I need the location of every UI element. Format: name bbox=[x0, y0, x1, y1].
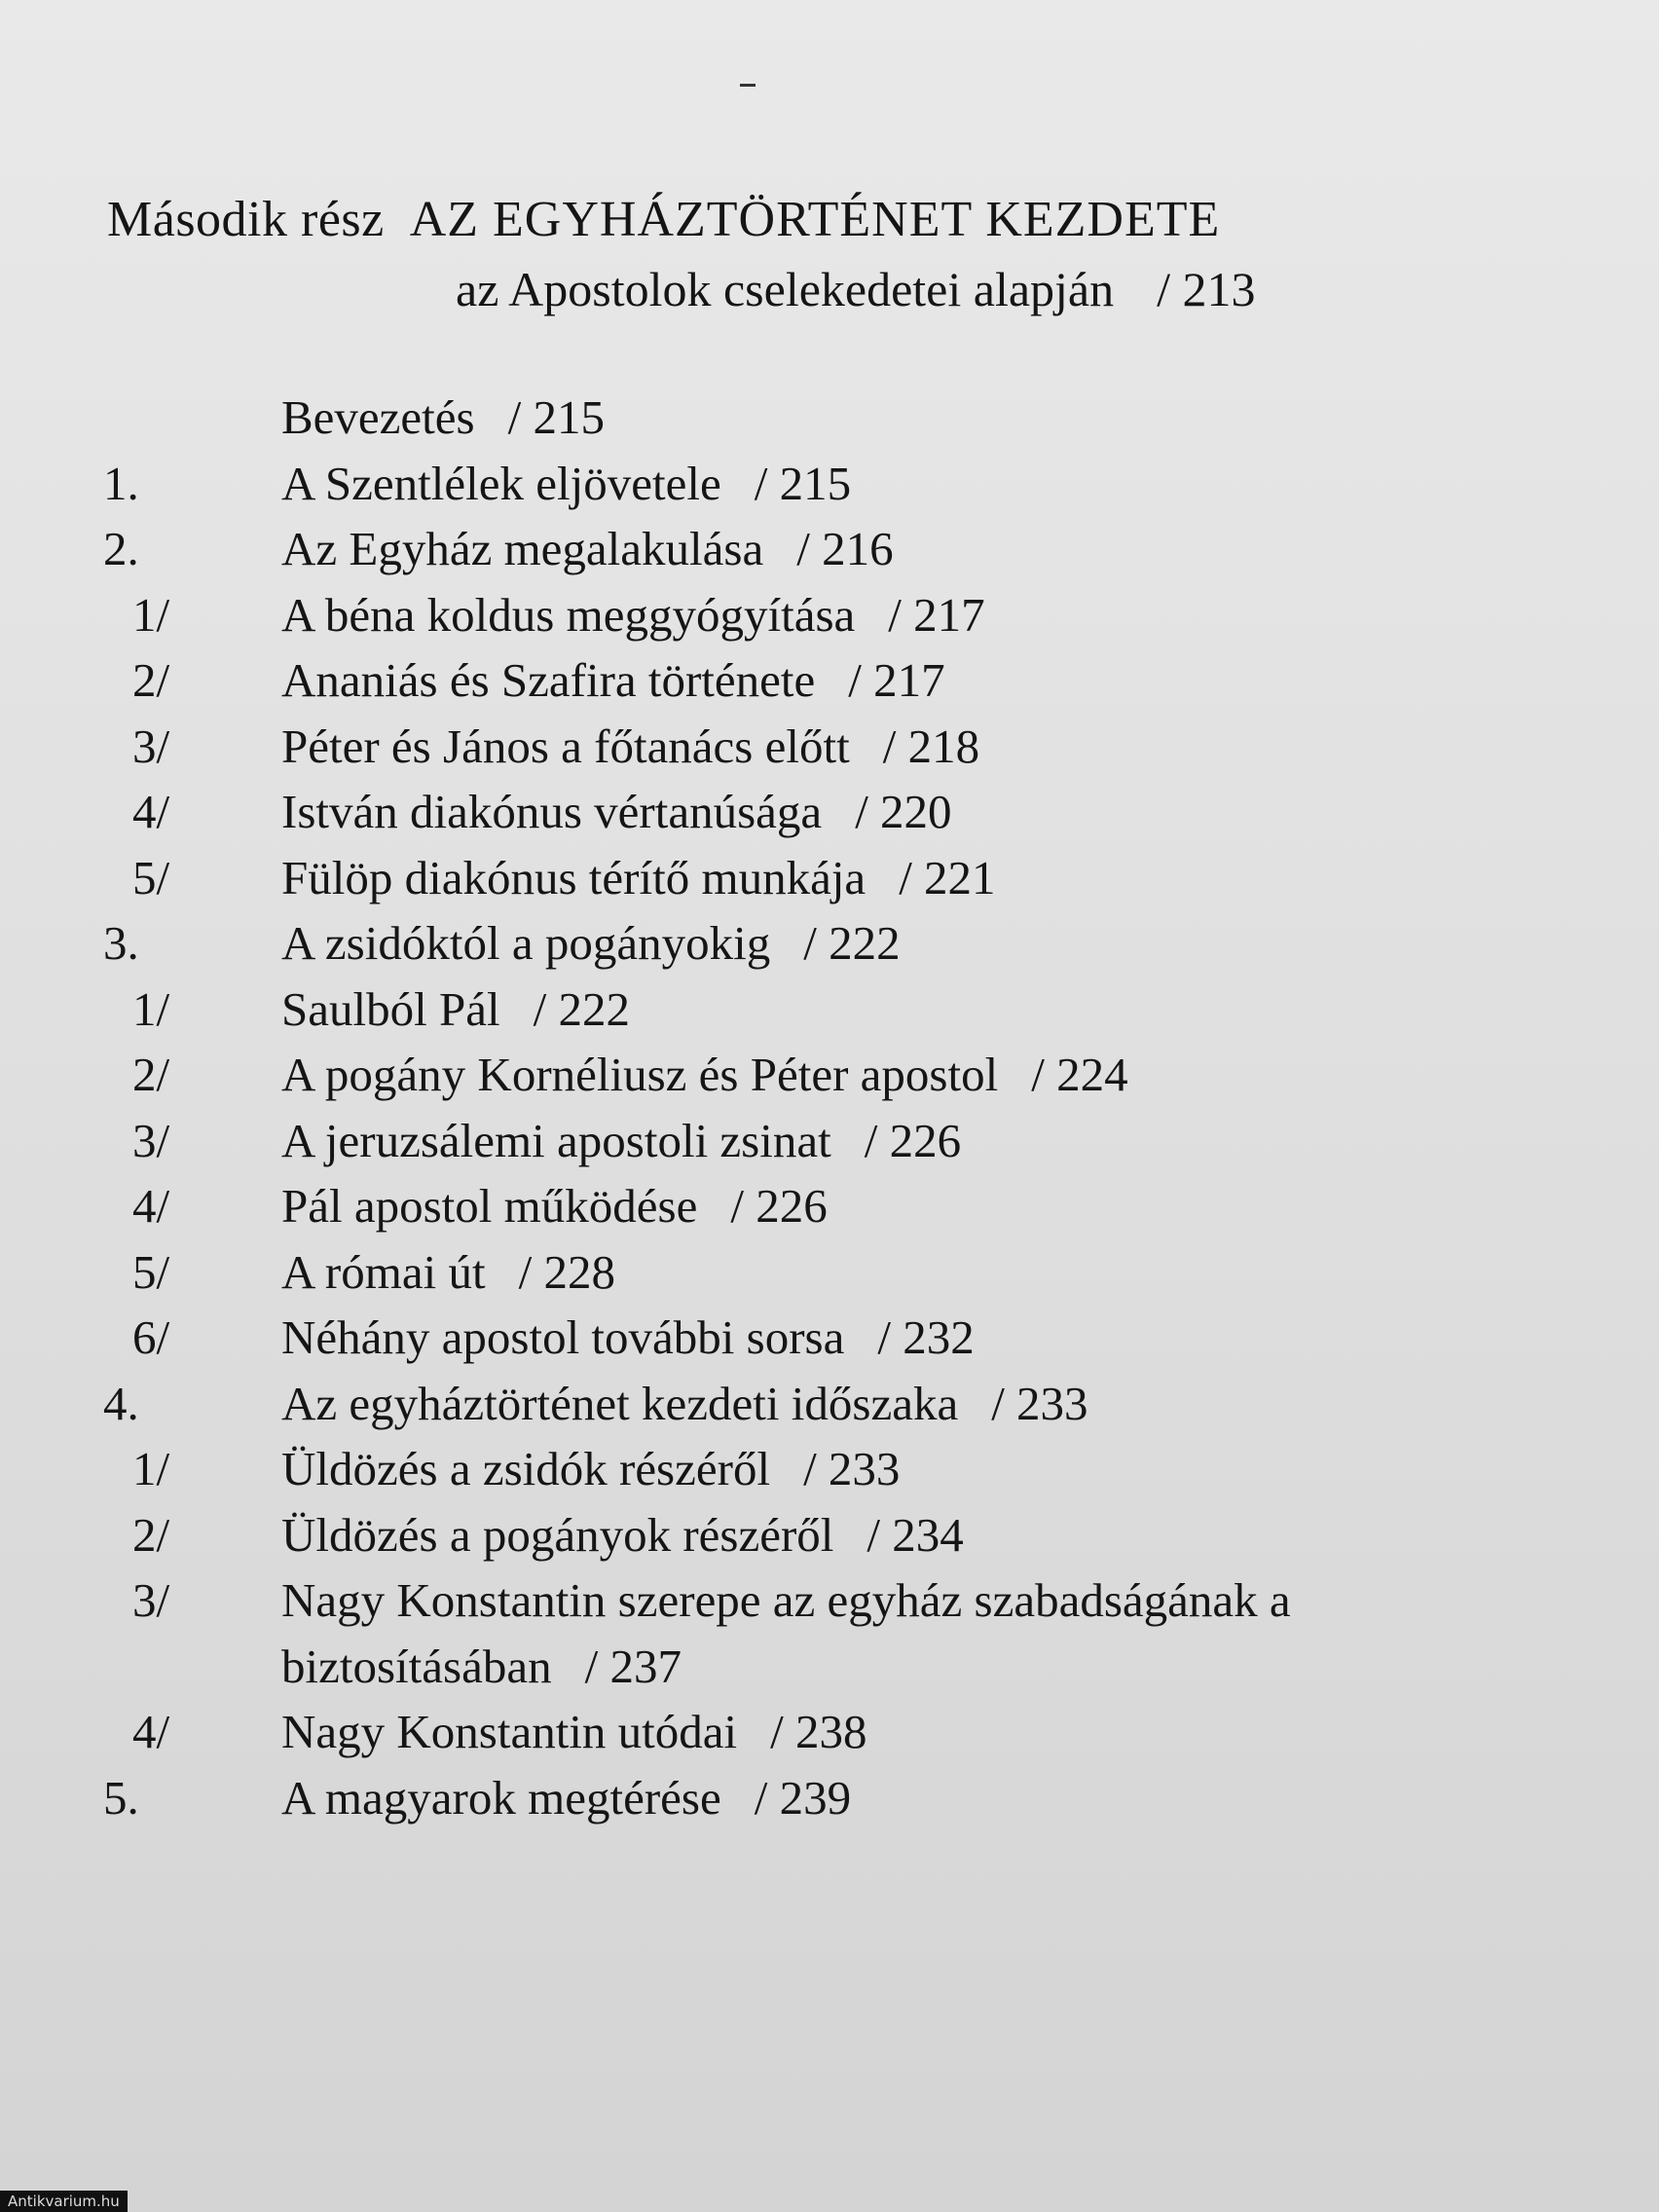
toc-entry-title: biztosításában bbox=[281, 1639, 552, 1693]
toc-entry-number: 4/ bbox=[132, 785, 170, 838]
part-title: AZ EGYHÁZTÖRTÉNET KEZDETE bbox=[409, 192, 1221, 247]
toc-entry-number: 5. bbox=[103, 1770, 139, 1825]
toc-entry-page: / 216 bbox=[796, 522, 894, 575]
toc-entry-text bbox=[281, 1244, 615, 1300]
toc-entry bbox=[0, 389, 1659, 456]
toc-entry-page: / 217 bbox=[888, 587, 985, 642]
toc-entry-text bbox=[281, 915, 901, 971]
toc-entry-text bbox=[281, 652, 945, 708]
toc-entry-text bbox=[281, 784, 952, 839]
toc-entry bbox=[0, 1178, 1659, 1244]
toc-entry-page: / 237 bbox=[584, 1639, 682, 1693]
toc-entry-number: 2/ bbox=[132, 1507, 170, 1562]
toc-entry bbox=[0, 1113, 1659, 1179]
toc-entry-text bbox=[281, 719, 979, 774]
toc-entry-title: Fülöp diakónus térítő munkája bbox=[281, 850, 866, 904]
toc-entry-title: Üldözés a zsidók részéről bbox=[281, 1442, 771, 1495]
toc-entry-page: / 224 bbox=[1031, 1048, 1128, 1101]
toc-entry bbox=[0, 1244, 1659, 1310]
toc-entry-page: / 232 bbox=[877, 1310, 975, 1364]
toc-entry-title: Pál apostol működése bbox=[281, 1179, 698, 1233]
toc-entry bbox=[0, 456, 1659, 522]
toc-entry-title: Az Egyház megalakulása bbox=[281, 522, 764, 575]
toc-entry-title: A zsidóktól a pogányokig bbox=[281, 916, 771, 970]
toc-entry-text bbox=[281, 1441, 900, 1496]
toc-entry-page: / 215 bbox=[754, 456, 852, 510]
table-of-contents bbox=[0, 389, 1659, 1835]
toc-entry-page: / 215 bbox=[507, 390, 605, 444]
toc-entry bbox=[0, 521, 1659, 587]
toc-entry-title: Saulból Pál bbox=[281, 981, 500, 1036]
toc-entry-title: A béna koldus meggyógyítása bbox=[281, 587, 856, 642]
toc-entry-number: 1. bbox=[103, 456, 139, 510]
toc-entry-page: / 233 bbox=[803, 1442, 901, 1495]
toc-entry-text bbox=[281, 1770, 851, 1825]
part-heading bbox=[107, 191, 1220, 248]
toc-entry-page: / 228 bbox=[518, 1244, 615, 1299]
toc-entry-title: Az egyháztörténet kezdeti időszaka bbox=[281, 1376, 959, 1430]
toc-entry-title: Bevezetés bbox=[281, 390, 475, 444]
toc-entry-text bbox=[281, 1507, 964, 1563]
toc-entry-number: 3/ bbox=[132, 1113, 170, 1167]
toc-entry bbox=[0, 1441, 1659, 1507]
toc-entry-title: A Szentlélek eljövetele bbox=[281, 456, 721, 510]
toc-entry bbox=[0, 719, 1659, 785]
toc-entry-page: / 222 bbox=[533, 981, 630, 1036]
toc-entry-title: A római út bbox=[281, 1244, 486, 1299]
toc-entry-text bbox=[281, 389, 605, 445]
toc-entry-title: István diakónus vértanúsága bbox=[281, 785, 823, 838]
toc-entry bbox=[0, 981, 1659, 1048]
toc-entry-number: 1/ bbox=[132, 981, 170, 1036]
subtitle-text: az Apostolok cselekedetei alapján bbox=[456, 262, 1115, 316]
subtitle-page-ref: / 213 bbox=[1157, 262, 1256, 316]
toc-entry-number: 4. bbox=[103, 1376, 139, 1430]
toc-entry-page: / 217 bbox=[848, 653, 945, 707]
toc-entry-text bbox=[281, 981, 630, 1037]
toc-entry-text bbox=[281, 456, 851, 511]
toc-entry-text bbox=[281, 1309, 975, 1365]
toc-entry bbox=[0, 1770, 1659, 1836]
toc-entry-title: Nagy Konstantin szerepe az egyház szabadságának a bbox=[281, 1573, 1291, 1627]
toc-entry bbox=[0, 850, 1659, 916]
toc-entry-page: / 221 bbox=[899, 850, 996, 904]
toc-entry-text bbox=[281, 1376, 1088, 1431]
toc-entry-number: 3/ bbox=[132, 719, 170, 773]
toc-entry-text bbox=[281, 521, 894, 576]
toc-entry-number: 5/ bbox=[132, 850, 170, 904]
part-subtitle bbox=[456, 261, 1256, 317]
watermark: Antikvarium.hu bbox=[0, 2191, 128, 2212]
toc-entry-text bbox=[281, 1113, 961, 1168]
toc-entry-number: 2. bbox=[103, 522, 139, 575]
toc-entry-title: Néhány apostol további sorsa bbox=[281, 1310, 845, 1364]
toc-entry bbox=[0, 1309, 1659, 1376]
toc-entry bbox=[0, 587, 1659, 653]
toc-entry bbox=[0, 1572, 1659, 1639]
toc-entry bbox=[0, 1704, 1659, 1770]
toc-entry-page: / 222 bbox=[803, 916, 901, 970]
toc-entry-text bbox=[281, 1047, 1128, 1102]
toc-entry-page: / 238 bbox=[770, 1705, 867, 1758]
toc-entry bbox=[0, 1507, 1659, 1573]
toc-entry-number: 1/ bbox=[132, 1442, 170, 1495]
toc-entry-title: A jeruzsálemi apostoli zsinat bbox=[281, 1113, 831, 1167]
toc-entry-page: / 226 bbox=[730, 1179, 828, 1233]
part-label: Második rész bbox=[107, 192, 385, 247]
toc-entry-number: 4/ bbox=[132, 1705, 170, 1758]
toc-entry bbox=[0, 1047, 1659, 1113]
toc-entry-number: 4/ bbox=[132, 1179, 170, 1233]
toc-entry-number: 5/ bbox=[132, 1244, 170, 1299]
toc-entry-page: / 226 bbox=[864, 1113, 962, 1167]
toc-entry bbox=[0, 915, 1659, 981]
toc-entry bbox=[0, 1376, 1659, 1442]
toc-entry bbox=[0, 784, 1659, 850]
toc-entry-title: Péter és János a főtanács előtt bbox=[281, 719, 850, 773]
toc-entry bbox=[0, 1639, 1659, 1705]
toc-entry-number: 1/ bbox=[132, 587, 170, 642]
toc-entry-page: / 233 bbox=[991, 1376, 1088, 1430]
toc-entry-number: 2/ bbox=[132, 653, 170, 707]
toc-entry-page: / 220 bbox=[855, 785, 952, 838]
toc-entry-title: Nagy Konstantin utódai bbox=[281, 1705, 738, 1758]
toc-entry bbox=[0, 652, 1659, 719]
toc-entry-text bbox=[281, 587, 985, 643]
toc-entry-number: 3/ bbox=[132, 1573, 170, 1627]
toc-entry-number: 3. bbox=[103, 916, 139, 970]
toc-entry-text bbox=[281, 850, 996, 905]
toc-entry-text bbox=[281, 1178, 828, 1234]
toc-entry-title: A magyarok megtérése bbox=[281, 1770, 721, 1825]
toc-entry-title: Üldözés a pogányok részéről bbox=[281, 1507, 834, 1562]
toc-entry-text bbox=[281, 1639, 682, 1694]
toc-entry-page: / 218 bbox=[882, 719, 980, 773]
toc-entry-page: / 239 bbox=[754, 1770, 852, 1825]
toc-entry-text bbox=[281, 1704, 867, 1759]
toc-entry-number: 2/ bbox=[132, 1048, 170, 1101]
toc-entry-title: A pogány Kornéliusz és Péter apostol bbox=[281, 1048, 999, 1101]
page-dash bbox=[740, 84, 756, 87]
toc-entry-text bbox=[281, 1572, 1324, 1628]
toc-entry-page: / 234 bbox=[866, 1507, 964, 1562]
toc-entry-title: Ananiás és Szafira története bbox=[281, 653, 816, 707]
toc-entry-number: 6/ bbox=[132, 1310, 170, 1364]
